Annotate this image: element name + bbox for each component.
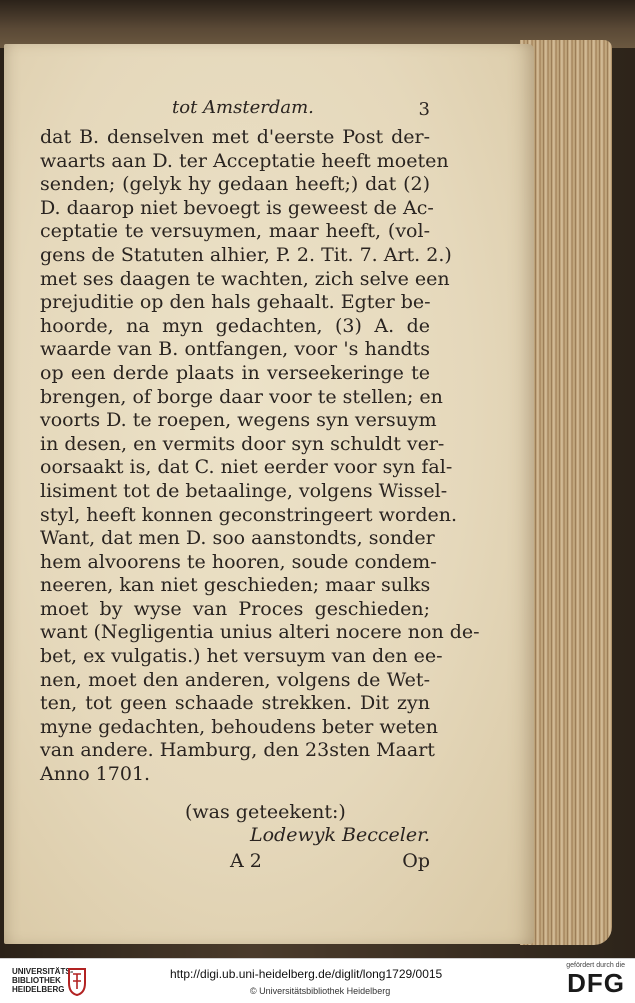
signed-label: (was geteekent:) (185, 800, 346, 823)
text-line: myne gedachten, behoudens beter weten (40, 715, 439, 738)
text-line: moet by wyse van Proces geschieden; (40, 597, 430, 620)
text-line: nen, moet den anderen, volgens de Wet- (40, 668, 430, 691)
text-line: dat B. denselven met d'eerste Post der- (40, 126, 430, 148)
library-name: UNIVERSITÄTS- BIBLIOTHEK HEIDELBERG (12, 967, 74, 994)
page-header (40, 96, 430, 126)
permalink[interactable]: http://digi.ub.uni-heidelberg.de/diglit/long1729/0015 (170, 967, 443, 981)
text-line: want (Negligentia unius alteri nocere non de- (40, 621, 480, 644)
text-line: oorsaakt is, dat C. niet eerder voor syn fal- (40, 456, 453, 479)
text-line: Anno 1701. (40, 763, 151, 786)
copyright-notice: © Universitätsbibliothek Heidelberg (250, 986, 391, 996)
text-line: voorts D. te roepen, wegens syn versuym (40, 409, 437, 432)
running-head: tot Amsterdam. (172, 97, 314, 118)
text-line: ten, tot geen schaade strekken. Dit zyn (40, 692, 430, 715)
text-line: Want, dat men D. soo aanstondts, sonder (40, 527, 435, 550)
viewer-footer (0, 958, 635, 1003)
page-number: 3 (418, 99, 430, 120)
text-line: prejuditie op den hals gehaalt. Egter be- (40, 291, 431, 314)
text-line: brengen, of borge daar voor te stellen; en (40, 385, 443, 408)
text-line: waarde van B. ontfangen, voor 's handts (40, 338, 430, 361)
text-line: neeren, kan niet geschieden; maar sulks (40, 574, 431, 597)
text-line: styl, heeft konnen geconstringeert worden. (40, 503, 458, 526)
text-line: senden; (gelyk hy gedaan heeft;) dat (2) (40, 173, 430, 196)
text-line: van andere. Hamburg, den 23sten Maart (40, 739, 435, 762)
catchword: Op (402, 849, 430, 872)
text-line: lisiment tot de betaalinge, volgens Wissel- (40, 479, 448, 502)
funder-label: gefördert durch die (566, 962, 625, 969)
text-line: ceptatie te versuymen, maar heeft, (vol- (40, 220, 430, 243)
dfg-logo: DFG (567, 968, 625, 998)
text-line: hem alvoorens te hooren, soude condem- (40, 550, 437, 573)
text-line: bet, ex vulgatis.) het versuym van den ee- (40, 645, 443, 668)
body-text (40, 126, 480, 787)
text-line: in desen, en vermits door syn schuldt ver- (40, 432, 445, 455)
text-line: D. daarop niet bevoegt is geweest de Ac- (40, 196, 434, 219)
library-crest-icon (66, 965, 88, 997)
text-line: op een derde plaats in verseekeringe te (40, 361, 430, 384)
text-line: gens de Statuten alhier, P. 2. Tit. 7. Art. 2.) (40, 243, 452, 266)
text-line: hoorde, na myn gedachten, (3) A. de (40, 314, 430, 337)
page-text (40, 96, 480, 878)
text-line: waarts aan D. ter Acceptatie heeft moeten (40, 149, 449, 172)
text-line: met ses daagen te wachten, zich selve een (40, 267, 450, 290)
page-footer-marks (40, 850, 430, 878)
funder-block (566, 962, 625, 997)
signature-mark: A 2 (230, 849, 262, 872)
signer-name: Lodewyk Becceler. (250, 824, 431, 847)
